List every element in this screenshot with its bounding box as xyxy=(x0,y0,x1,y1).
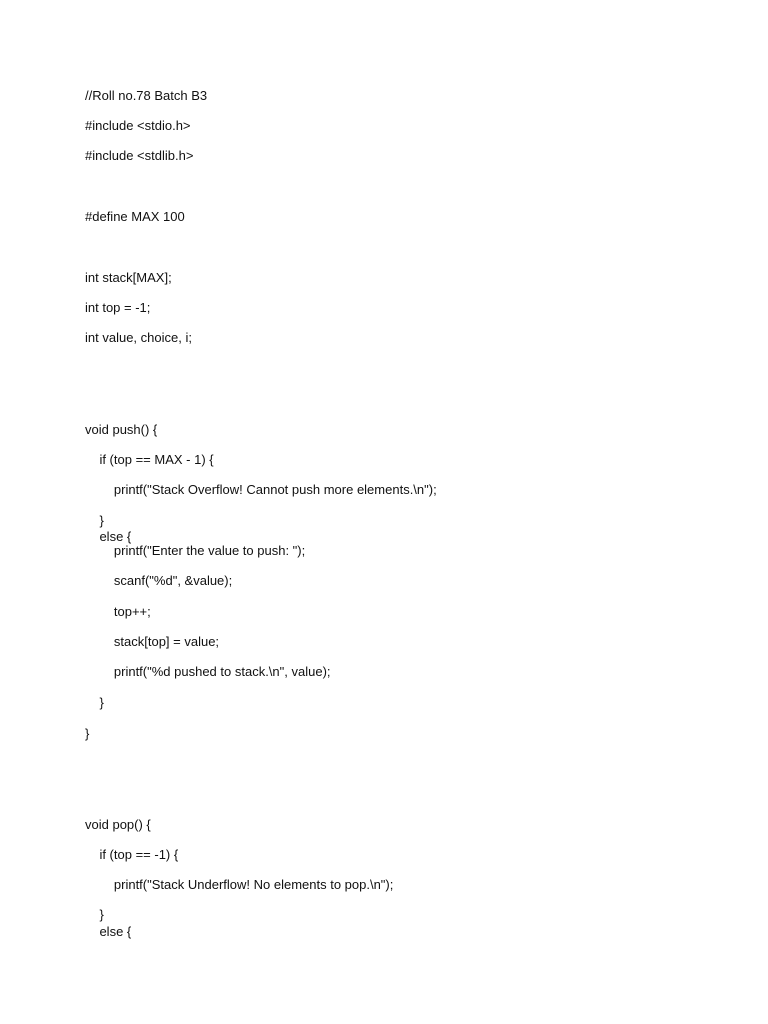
code-line-top-decl: int top = -1; xyxy=(85,300,151,315)
code-line-define-max: #define MAX 100 xyxy=(85,209,185,224)
code-line-push-increment: top++; xyxy=(85,604,151,619)
code-line-pop-else: else { xyxy=(85,924,132,939)
code-line-pop-if: if (top == -1) { xyxy=(85,847,179,862)
code-line-push-if-close: } xyxy=(85,513,104,528)
code-line-include-stdlib: #include <stdlib.h> xyxy=(85,148,194,163)
code-line-push-assign: stack[top] = value; xyxy=(85,634,220,649)
code-line-push-prompt: printf("Enter the value to push: "); xyxy=(85,543,306,558)
code-line-push-else-close: } xyxy=(85,695,104,710)
code-line-push-if: if (top == MAX - 1) { xyxy=(85,452,214,467)
code-line-push-printf: printf("%d pushed to stack.\n", value); xyxy=(85,664,331,679)
code-line-push-close: } xyxy=(85,726,90,741)
code-line-push-def: void push() { xyxy=(85,422,158,437)
code-line-pop-underflow: printf("Stack Underflow! No elements to pop.\n"); xyxy=(85,877,394,892)
code-line-push-else: else { xyxy=(85,529,132,544)
code-line-comment: //Roll no.78 Batch B3 xyxy=(85,88,208,103)
code-line-include-stdio: #include <stdio.h> xyxy=(85,118,191,133)
code-line-vars-decl: int value, choice, i; xyxy=(85,330,192,345)
code-line-push-overflow: printf("Stack Overflow! Cannot push more elements.\n"); xyxy=(85,482,437,497)
code-line-pop-def: void pop() { xyxy=(85,817,151,832)
code-line-pop-if-close: } xyxy=(85,907,104,922)
code-line-stack-decl: int stack[MAX]; xyxy=(85,270,172,285)
code-line-push-scanf: scanf("%d", &value); xyxy=(85,573,233,588)
